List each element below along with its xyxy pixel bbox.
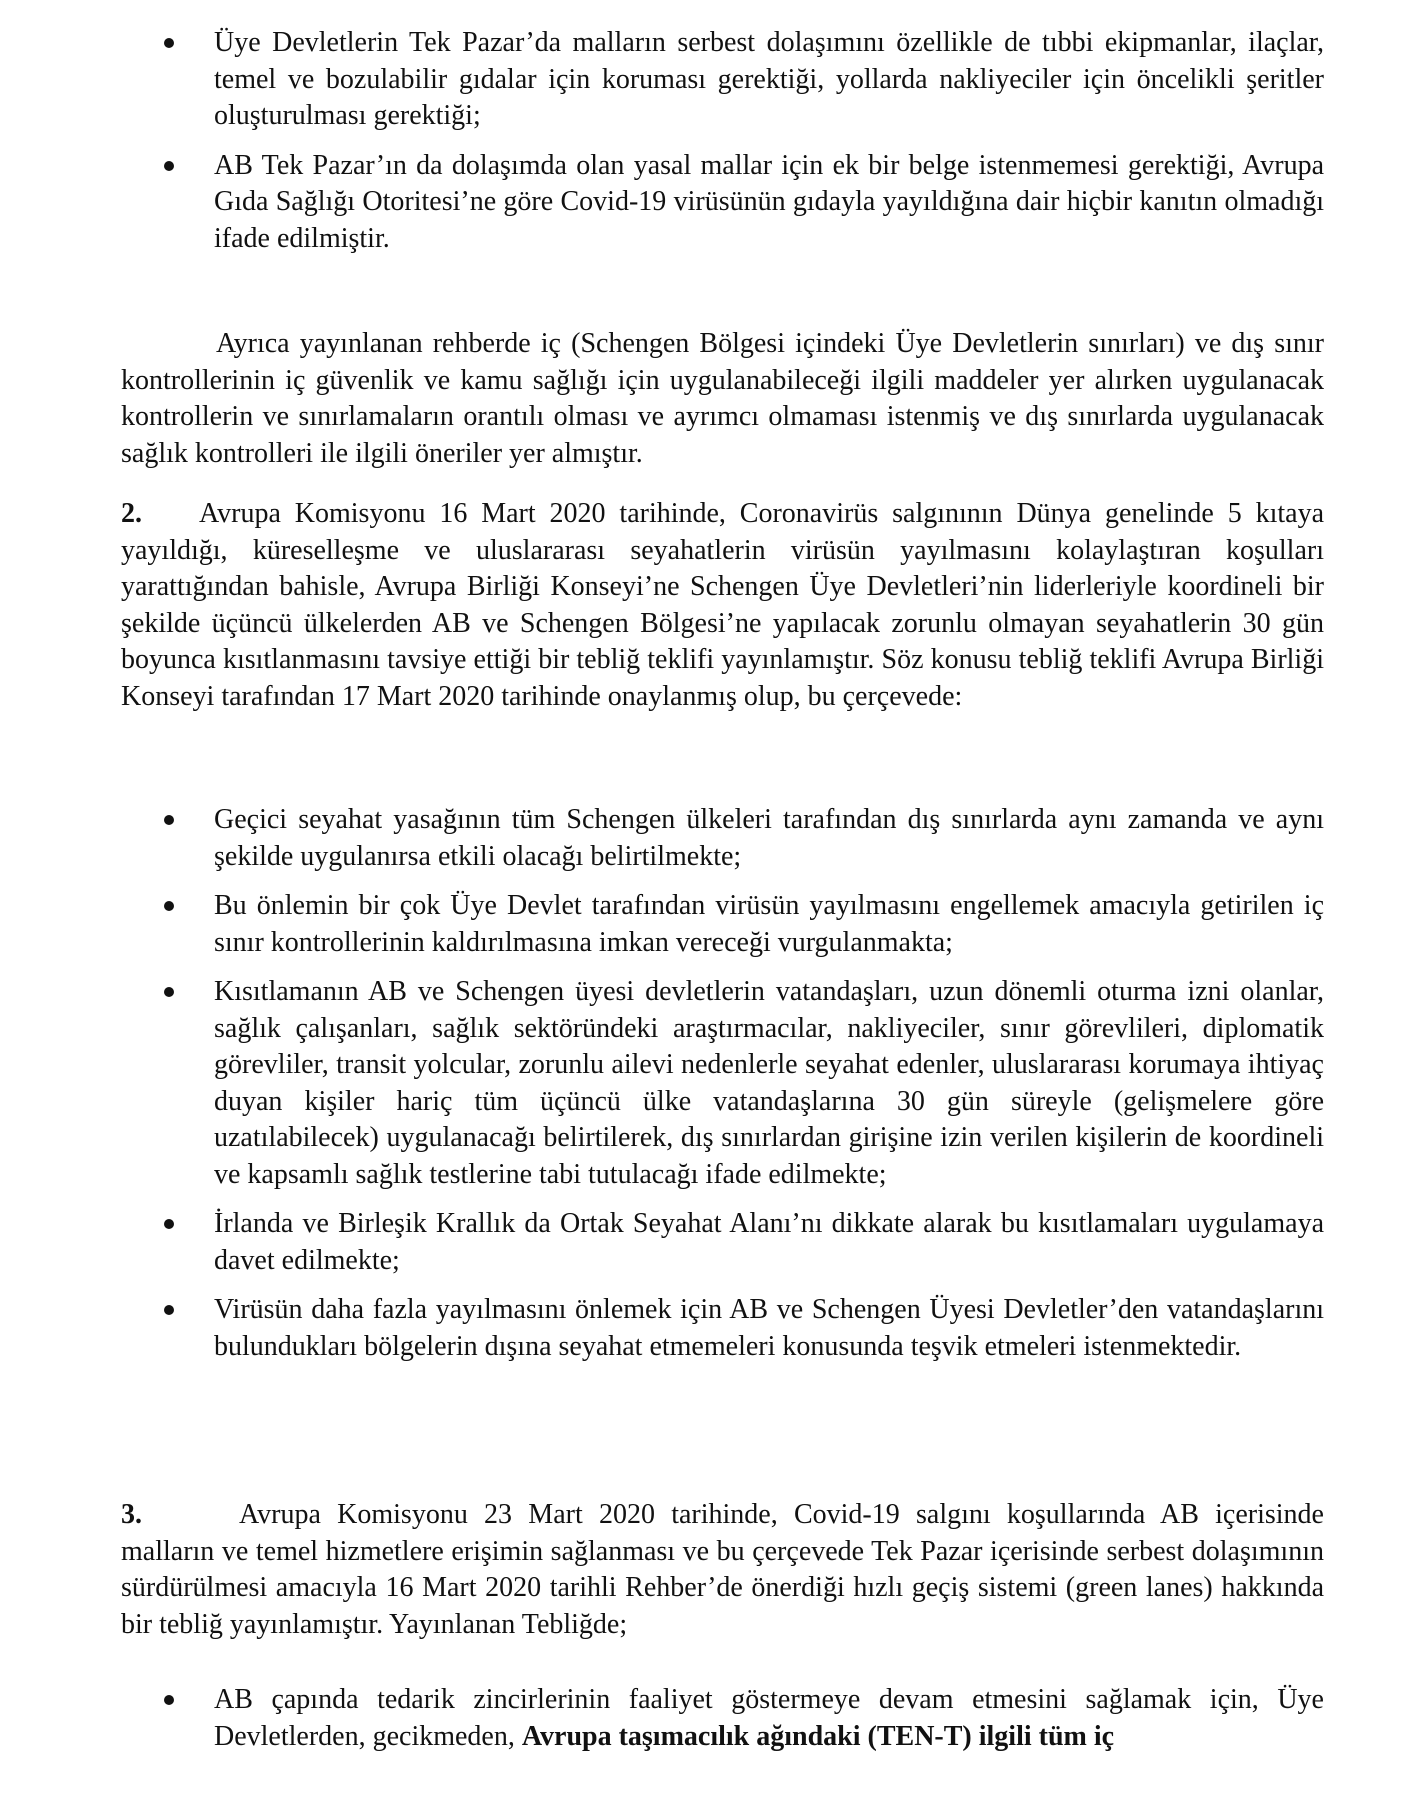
- paragraph-guide: Ayrıca yayınlanan rehberde iç (Schengen Bölgesi içindeki Üye Devletlerin sınırları) ve dış sınır kontrollerinin iç güvenlik ve kamu sağlığı için uygulanabileceği ilgili maddeler yer alırken uygulanacak kontrollerin ve sınırlamaların orantılı olması ve ayrımcı olmaması istenmiş ve dış sınırlarda uygulanacak sağlık kontrolleri ile ilgili öneriler yer almıştır.: [121, 328, 1324, 469]
- list-item-text: Kısıtlamanın AB ve Schengen üyesi devletlerin vatandaşları, uzun dönemli oturma izni olanlar, sağlık çalışanları, sağlık sektöründeki araştırmacılar, nakliyeciler, sınır görevlileri, diplomatik görevliler, transit yolcular, zorunlu ailevi nedenlerle seyahat edenler, uluslararası korumaya ihtiyaç duyan kişiler hariç tüm üçüncü ülke vatandaşlarına 30 gün süreyle (gelişmelere göre uzatılabilecek) uygulanacağı belirtilerek, dış sınırlardan girişine izin verilen kişilerin de koordineli ve kapsamlı sağlık testlerine tabi tutulacağı ifade edilmekte;: [214, 976, 1324, 1190]
- list-item-text: AB Tek Pazar’ın da dolaşımda olan yasal mallar için ek bir belge istenmemesi gerektiği, Avrupa Gıda Sağlığı Otoritesi’ne göre Covid-19 virüsünün gıdayla yayıldığına dair hiçbir kanıtın olmadığı ifade edilmiştir.: [214, 149, 1324, 254]
- section-number: 3.: [121, 1499, 142, 1530]
- list-item-text: Geçici seyahat yasağının tüm Schengen ülkeleri tarafından dış sınırlarda aynı zamanda ve aynı şekilde uygulanırsa etkili olacağı belirtilmekte;: [214, 804, 1324, 872]
- section-2-text: Avrupa Komisyonu 16 Mart 2020 tarihinde, Coronavirüs salgınının Dünya genelinde 5 kıtaya yayıldığı, küreselleşme ve uluslararası seyahatlerin virüsün yayılmasını kolaylaştıran koşulları yarattığından bahisle, Avrupa Birliği Konseyi’ne Schengen Üye Devletleri’nin liderleriyle koordineli bir şekilde üçüncü ülkelerden AB ve Schengen Bölgesi’ne yapılacak zorunlu olmayan seyahatlerin 30 gün boyunca kısıtlanmasını tavsiye ettiği bir tebliğ teklifi yayınlamıştır. Söz konusu tebliğ teklifi Avrupa Birliği Konseyi tarafından 17 Mart 2020 tarihinde onaylanmış olup, bu çerçevede:: [121, 498, 1324, 712]
- list-item: [0, 1292, 1419, 1365]
- bullet-list-section-2: [0, 802, 1419, 1378]
- bullet-icon: [164, 815, 174, 825]
- bullet-icon: [164, 1695, 174, 1705]
- section-3-text: Avrupa Komisyonu 23 Mart 2020 tarihinde, Covid-19 salgını koşullarında AB içerisinde malların ve temel hizmetlere erişimin sağlanması ve bu çerçevede Tek Pazar içerisinde serbest dolaşımının sürdürülmesi amacıyla 16 Mart 2020 tarihli Rehber’de önerdiği hızlı geçiş sistemi (green lanes) hakkında bir tebliğ yayınlamıştır. Yayınlanan Tebliğde;: [121, 1499, 1324, 1640]
- bullet-list-top: [0, 25, 1419, 270]
- bullet-icon: [164, 1305, 174, 1315]
- list-item-text: Üye Devletlerin Tek Pazar’da malların serbest dolaşımını özellikle de tıbbi ekipmanlar, ilaçlar, temel ve bozulabilir gıdalar için koruması gerektiği, yollarda nakliyeciler için öncelikli şeritler oluşturulması gerektiği;: [214, 27, 1324, 131]
- section-number: 2.: [121, 498, 142, 529]
- list-item: [0, 1206, 1419, 1279]
- list-item: [0, 25, 1419, 135]
- list-item: [0, 974, 1419, 1193]
- bullet-icon: [164, 38, 174, 48]
- bullet-icon: [164, 161, 174, 171]
- list-item: [0, 148, 1419, 258]
- bullet-icon: [164, 1219, 174, 1229]
- section-2-paragraph: [121, 496, 1324, 715]
- list-item: [0, 802, 1419, 875]
- list-item: [0, 888, 1419, 961]
- list-item-text: Bu önlemin bir çok Üye Devlet tarafından virüsün yayılmasını engellemek amacıyla getirilen iç sınır kontrollerinin kaldırılmasına imkan vereceği vurgulanmakta;: [214, 890, 1324, 958]
- list-item-text: AB çapında tedarik zincirlerinin faaliyet göstermeye devam etmesini sağlamak için, Üye Devletlerden, gecikmeden,: [214, 1684, 1324, 1752]
- list-item-text: Virüsün daha fazla yayılmasını önlemek için AB ve Schengen Üyesi Devletler’den vatandaşlarını bulundukları bölgelerin dışına seyahat etmemeleri konusunda teşvik etmeleri istenmektedir.: [214, 1294, 1324, 1362]
- section-3-paragraph: [121, 1497, 1324, 1643]
- list-item-bold-text: Avrupa taşımacılık ağındaki (TEN-T) ilgili tüm iç: [521, 1720, 1115, 1752]
- bullet-icon: [164, 901, 174, 911]
- bullet-list-section-3: [0, 1682, 1419, 1768]
- bullet-icon: [164, 987, 174, 997]
- list-item: [0, 1682, 1419, 1755]
- list-item-text: İrlanda ve Birleşik Krallık da Ortak Seyahat Alanı’nı dikkate alarak bu kısıtlamaları uygulamaya davet edilmekte;: [214, 1208, 1324, 1276]
